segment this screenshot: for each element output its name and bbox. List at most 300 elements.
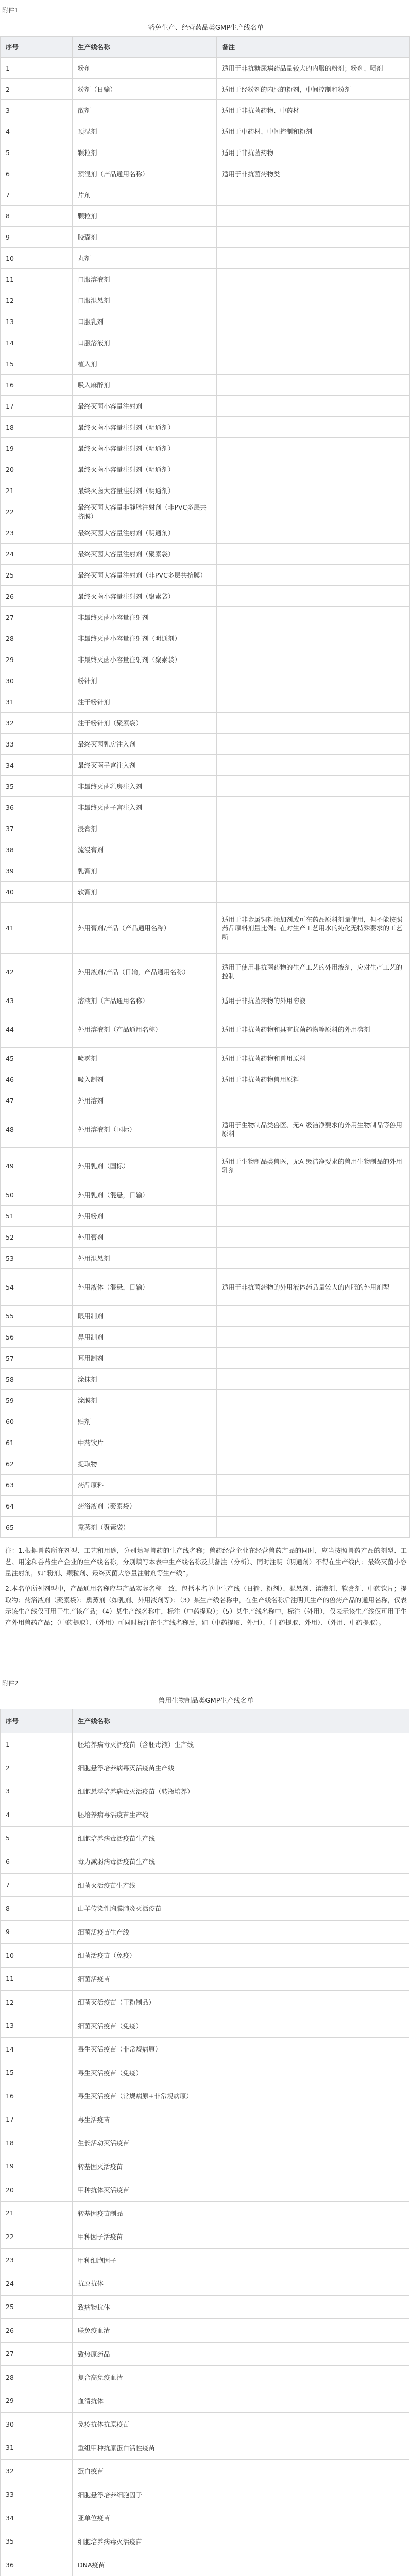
line-name: 重组甲种抗原蛋白活性疫苗 xyxy=(73,2436,409,2460)
table-row xyxy=(1,417,410,438)
table-row xyxy=(1,544,410,565)
remark xyxy=(217,248,410,269)
remark xyxy=(217,818,410,839)
table-row xyxy=(1,2061,409,2084)
table-row xyxy=(1,2413,409,2436)
header-no: 序号 xyxy=(1,1709,73,1733)
remark: 适用于中药材、中间控制和粉剂 xyxy=(217,121,410,142)
remark: 适用于非抗菌药物的外用溶液 xyxy=(217,990,410,1011)
row-number: 20 xyxy=(1,2178,73,2202)
row-number: 16 xyxy=(1,2084,73,2108)
remark xyxy=(217,332,410,353)
table-row xyxy=(1,2389,409,2413)
table-row xyxy=(1,1048,410,1069)
line-name: 甲种细胞因子 xyxy=(73,2248,409,2272)
remark xyxy=(217,860,410,882)
remark xyxy=(217,269,410,290)
table-row xyxy=(1,100,410,121)
table-row xyxy=(1,839,410,860)
line-name: 非最终灭菌小容量注射剂（聚素袋） xyxy=(73,649,217,670)
row-number: 20 xyxy=(1,459,73,480)
row-number: 26 xyxy=(1,586,73,607)
gmp-line-table-2 xyxy=(0,1709,409,2576)
table-row xyxy=(1,2272,409,2296)
table-row xyxy=(1,1873,409,1897)
remark xyxy=(217,480,410,501)
line-name: 药浴液剂（聚素袋） xyxy=(73,1496,217,1517)
line-name: 细菌灭活疫苗（干粉制品） xyxy=(73,1991,409,2014)
remark: 适用于非抗菌药物的外用液体药品量较大的内服的外用剂型 xyxy=(217,1269,410,1306)
table-row xyxy=(1,1920,409,1944)
table-row xyxy=(1,1390,410,1411)
row-number: 21 xyxy=(1,2201,73,2225)
table-row xyxy=(1,1897,409,1921)
line-name: DNA疫苗 xyxy=(73,2553,409,2576)
row-number: 31 xyxy=(1,2436,73,2460)
attachment-2-label: 附件2 xyxy=(2,1680,19,1687)
row-number: 35 xyxy=(1,2530,73,2553)
table-row xyxy=(1,459,410,480)
remark xyxy=(217,670,410,691)
line-name: 外用膏剂/产品（产品通用名称） xyxy=(73,903,217,954)
table-row xyxy=(1,1967,409,1991)
table-row xyxy=(1,1206,410,1227)
table-row xyxy=(1,2295,409,2319)
remark xyxy=(217,1369,410,1390)
row-number: 46 xyxy=(1,1069,73,1090)
row-number: 9 xyxy=(1,1920,73,1944)
table-row xyxy=(1,2436,409,2460)
row-number: 34 xyxy=(1,2506,73,2530)
attachment-1-label: 附件1 xyxy=(2,7,19,14)
table-row xyxy=(1,1991,409,2014)
table-row xyxy=(1,353,410,375)
row-number: 63 xyxy=(1,1475,73,1496)
line-name: 生长活动灭活疫苗 xyxy=(73,2131,409,2155)
remark xyxy=(217,839,410,860)
table-row xyxy=(1,2038,409,2061)
line-name: 眼用制剂 xyxy=(73,1306,217,1327)
line-name: 涂膜剂 xyxy=(73,1390,217,1411)
header-line-name: 生产线名称 xyxy=(73,37,217,58)
remark xyxy=(217,607,410,628)
remark: 适用于非抗菌药物和兽用原料 xyxy=(217,1048,410,1069)
table-row xyxy=(1,438,410,459)
line-name: 胶囊剂 xyxy=(73,227,217,248)
table-row xyxy=(1,2108,409,2131)
line-name: 溶液剂（产品通用名称） xyxy=(73,990,217,1011)
line-name: 最终灭菌小容量注射剂（明通剂） xyxy=(73,459,217,480)
row-number: 24 xyxy=(1,2272,73,2296)
remark xyxy=(217,544,410,565)
row-number: 14 xyxy=(1,332,73,353)
row-number: 48 xyxy=(1,1111,73,1148)
line-name: 细胞悬浮培养病毒灭活疫苗（转瓶培养） xyxy=(73,1780,409,1803)
row-number: 2 xyxy=(1,79,73,100)
row-number: 54 xyxy=(1,1269,73,1306)
table-row xyxy=(1,1348,410,1369)
row-number: 59 xyxy=(1,1390,73,1411)
line-name: 吸入麻醉剂 xyxy=(73,375,217,396)
line-name: 最终灭菌子宫注入剂 xyxy=(73,755,217,776)
row-number: 36 xyxy=(1,797,73,818)
row-number: 27 xyxy=(1,607,73,628)
remark xyxy=(217,522,410,544)
table-row xyxy=(1,860,410,882)
table-row xyxy=(1,1733,409,1756)
line-name: 外用溶液剂（国标） xyxy=(73,1111,217,1148)
table-row xyxy=(1,691,410,713)
line-name: 粉剂 xyxy=(73,58,217,79)
table-row xyxy=(1,1327,410,1348)
table-row xyxy=(1,565,410,586)
line-name: 细菌灭活疫苗（免疫） xyxy=(73,2014,409,2038)
row-number: 33 xyxy=(1,2483,73,2506)
remark xyxy=(217,586,410,607)
row-number: 41 xyxy=(1,903,73,954)
line-name: 甲种因子活疫苗 xyxy=(73,2225,409,2249)
table-row xyxy=(1,649,410,670)
line-name: 亚单位疫苗 xyxy=(73,2506,409,2530)
row-number: 1 xyxy=(1,58,73,79)
row-number: 55 xyxy=(1,1306,73,1327)
remark xyxy=(217,649,410,670)
line-name: 预混剂 xyxy=(73,121,217,142)
remark xyxy=(217,1517,410,1538)
row-number: 56 xyxy=(1,1327,73,1348)
table-row xyxy=(1,2201,409,2225)
table-row xyxy=(1,501,410,522)
row-number: 52 xyxy=(1,1227,73,1248)
table-row xyxy=(1,2319,409,2343)
line-name: 最终灭菌小容量注射剂（明通剂） xyxy=(73,417,217,438)
line-name: 非最终灭菌子宫注入剂 xyxy=(73,797,217,818)
line-name: 细菌活疫苗生产线 xyxy=(73,1920,409,1944)
row-number: 12 xyxy=(1,290,73,311)
table-row xyxy=(1,1248,410,1269)
line-name: 甲种抗体灭活疫苗 xyxy=(73,2178,409,2202)
row-number: 5 xyxy=(1,142,73,163)
line-name: 毒生灭活疫苗（常规病原+非常规病原） xyxy=(73,2084,409,2108)
table-row xyxy=(1,1756,409,1780)
table-row xyxy=(1,522,410,544)
table-row xyxy=(1,628,410,649)
line-name: 软膏剂 xyxy=(73,882,217,903)
remark xyxy=(217,1227,410,1248)
table-2-body xyxy=(1,1733,409,2576)
line-name: 吸入制剂 xyxy=(73,1069,217,1090)
table-2-header-row xyxy=(1,1709,409,1733)
header-no: 序号 xyxy=(1,37,73,58)
line-name: 熏蒸剂（聚素袋） xyxy=(73,1517,217,1538)
remark xyxy=(217,691,410,713)
remark xyxy=(217,1090,410,1111)
line-name: 毒生活疫苗 xyxy=(73,2108,409,2131)
line-name: 胚培养病毒灭活疫苗（含胚毒液）生产线 xyxy=(73,1733,409,1756)
row-number: 10 xyxy=(1,248,73,269)
table-row xyxy=(1,1184,410,1206)
line-name: 转基因疫苗制品 xyxy=(73,2201,409,2225)
row-number: 1 xyxy=(1,1733,73,1756)
table-row xyxy=(1,903,410,954)
table-row xyxy=(1,1850,409,1874)
line-name: 细胞悬浮培养细胞因子 xyxy=(73,2483,409,2506)
table-row xyxy=(1,607,410,628)
header-remark: 备注 xyxy=(217,37,410,58)
line-name: 浸膏剂 xyxy=(73,818,217,839)
remark xyxy=(217,417,410,438)
row-number: 47 xyxy=(1,1090,73,1111)
line-name: 转基因灭活疫苗 xyxy=(73,2155,409,2178)
line-name: 致热原药品 xyxy=(73,2342,409,2366)
line-name: 中药饮片 xyxy=(73,1432,217,1453)
row-number: 49 xyxy=(1,1148,73,1184)
row-number: 22 xyxy=(1,2225,73,2249)
row-number: 13 xyxy=(1,2014,73,2038)
table-row xyxy=(1,1069,410,1090)
remark xyxy=(217,353,410,375)
table-row xyxy=(1,2366,409,2389)
line-name: 片剂 xyxy=(73,184,217,206)
table-row xyxy=(1,1432,410,1453)
table-row xyxy=(1,1306,410,1327)
remark: 适用于非抗糖尿病药品量较大的内服的粉剂；粉剂、喷剂 xyxy=(217,58,410,79)
row-number: 24 xyxy=(1,544,73,565)
line-name: 细胞培养病毒活疫苗生产线 xyxy=(73,1826,409,1850)
row-number: 64 xyxy=(1,1496,73,1517)
row-number: 3 xyxy=(1,1780,73,1803)
remark xyxy=(217,882,410,903)
table-row xyxy=(1,882,410,903)
table-row xyxy=(1,2131,409,2155)
line-name: 毒生灭活疫苗（免疫） xyxy=(73,2061,409,2084)
row-number: 26 xyxy=(1,2319,73,2343)
header-line-name: 生产线名称 xyxy=(73,1709,409,1733)
row-number: 25 xyxy=(1,565,73,586)
line-name: 外用乳剂（混悬，日输） xyxy=(73,1184,217,1206)
line-name: 细胞悬浮培养病毒灭活疫苗生产线 xyxy=(73,1756,409,1780)
line-name: 联免疫血清 xyxy=(73,2319,409,2343)
row-number: 32 xyxy=(1,2460,73,2483)
table-row xyxy=(1,586,410,607)
line-name: 乳膏剂 xyxy=(73,860,217,882)
table-row xyxy=(1,2506,409,2530)
line-name: 预混剂（产品通用名称） xyxy=(73,163,217,184)
line-name: 抗原抗体 xyxy=(73,2272,409,2296)
table-1-header-row xyxy=(1,37,410,58)
line-name: 口服溶液剂 xyxy=(73,269,217,290)
row-number: 27 xyxy=(1,2342,73,2366)
row-number: 57 xyxy=(1,1348,73,1369)
table-row xyxy=(1,1944,409,1968)
line-name: 植入剂 xyxy=(73,353,217,375)
table-1-notes xyxy=(0,1538,412,1642)
row-number: 50 xyxy=(1,1184,73,1206)
table-row xyxy=(1,1780,409,1803)
line-name: 蛋白疫苗 xyxy=(73,2460,409,2483)
row-number: 37 xyxy=(1,818,73,839)
table-row xyxy=(1,1411,410,1432)
table-row xyxy=(1,1826,409,1850)
table-row xyxy=(1,2014,409,2038)
remark xyxy=(217,797,410,818)
table-row xyxy=(1,1369,410,1390)
table-row xyxy=(1,269,410,290)
row-number: 42 xyxy=(1,954,73,990)
table-row xyxy=(1,954,410,990)
table-row xyxy=(1,311,410,332)
table-row xyxy=(1,776,410,797)
line-name: 毒力减弱病毒活疫苗生产线 xyxy=(73,1850,409,1874)
remark xyxy=(217,375,410,396)
row-number: 4 xyxy=(1,1803,73,1827)
line-name: 最终灭菌大容量注射剂（非PVC多层共挤膜） xyxy=(73,565,217,586)
remark xyxy=(217,1248,410,1269)
remark: 适用于非抗菌药物 xyxy=(217,142,410,163)
row-number: 13 xyxy=(1,311,73,332)
line-name: 粉针剂 xyxy=(73,670,217,691)
row-number: 11 xyxy=(1,1967,73,1991)
remark xyxy=(217,713,410,734)
note-paragraph: 注：1.根据兽药所在剂型、工艺和用途，分别填写兽药的生产线名称；兽药经营企业在经营兽药产品的同时，应当按照兽药产品的剂型、工艺、用途和兽药生产企业的生产线名称，分别填写本表中生产线名称及其备注（分析）、同时注明（明通剂）不得在生产线内；最终灭菌小容量注射剂，如“粉剂、颗粒剂、最终灭菌大容量注射剂等生产线”。 xyxy=(5,1547,407,1577)
line-name: 胚培养病毒活疫苗生产线 xyxy=(73,1803,409,1827)
line-name: 细胞培养病毒灭活疫苗 xyxy=(73,2530,409,2553)
table-row xyxy=(1,1803,409,1827)
remark: 适用于生物制品类兽医、无A 级洁净要求的外用生物制品等兽用原料 xyxy=(217,1111,410,1148)
line-name: 颗粒剂 xyxy=(73,206,217,227)
remark xyxy=(217,1206,410,1227)
row-number: 39 xyxy=(1,860,73,882)
remark xyxy=(217,1411,410,1432)
remark xyxy=(217,565,410,586)
table-row xyxy=(1,1148,410,1184)
remark xyxy=(217,1184,410,1206)
table-row xyxy=(1,1475,410,1496)
row-number: 15 xyxy=(1,2061,73,2084)
row-number: 6 xyxy=(1,163,73,184)
remark xyxy=(217,311,410,332)
remark xyxy=(217,628,410,649)
row-number: 22 xyxy=(1,501,73,522)
line-name: 耳用制剂 xyxy=(73,1348,217,1369)
row-number: 7 xyxy=(1,1873,73,1897)
row-number: 44 xyxy=(1,1011,73,1048)
remark xyxy=(217,396,410,417)
remark: 适用于非抗菌药物类 xyxy=(217,163,410,184)
row-number: 12 xyxy=(1,1991,73,2014)
line-name: 涂抹剂 xyxy=(73,1369,217,1390)
row-number: 30 xyxy=(1,2413,73,2436)
table-row xyxy=(1,227,410,248)
row-number: 15 xyxy=(1,353,73,375)
line-name: 外用粉剂 xyxy=(73,1206,217,1227)
remark xyxy=(217,227,410,248)
remark xyxy=(217,776,410,797)
table-row xyxy=(1,1227,410,1248)
remark xyxy=(217,1390,410,1411)
table-row xyxy=(1,1517,410,1538)
remark: 适用于非金属饲料添加剂或可在药品原料剂量使用，但不能按照药品原料剂量比例；在对生产工艺用水的纯化无特殊要求的工艺所 xyxy=(217,903,410,954)
row-number: 17 xyxy=(1,396,73,417)
line-name: 非最终灭菌小容量注射剂（明通剂） xyxy=(73,628,217,649)
row-number: 34 xyxy=(1,755,73,776)
remark: 适用于非抗菌药物、中药材 xyxy=(217,100,410,121)
line-name: 丸剂 xyxy=(73,248,217,269)
row-number: 19 xyxy=(1,438,73,459)
table-row xyxy=(1,713,410,734)
table-row xyxy=(1,396,410,417)
row-number: 11 xyxy=(1,269,73,290)
table-row xyxy=(1,184,410,206)
table-row xyxy=(1,818,410,839)
attachment-2-caption: 兽用生物制品类GMP生产线名单 xyxy=(158,1697,254,1705)
table-row xyxy=(1,2530,409,2553)
table-1-body xyxy=(1,58,410,1538)
line-name: 外用液体（混悬，日输） xyxy=(73,1269,217,1306)
row-number: 36 xyxy=(1,2553,73,2576)
line-name: 最终灭菌大容量注射剂（聚素袋） xyxy=(73,544,217,565)
section-gap xyxy=(0,1642,412,1673)
remark xyxy=(217,755,410,776)
remark: 适用于生物制品类兽医，无A 级洁净要求的兽用生物制品的外用乳剂 xyxy=(217,1148,410,1184)
table-row xyxy=(1,1111,410,1148)
table-row xyxy=(1,480,410,501)
row-number: 23 xyxy=(1,2248,73,2272)
row-number: 8 xyxy=(1,1897,73,1921)
table-row xyxy=(1,1269,410,1306)
table-row xyxy=(1,58,410,79)
row-number: 53 xyxy=(1,1248,73,1269)
line-name: 细菌活疫苗 xyxy=(73,1967,409,1991)
row-number: 18 xyxy=(1,2131,73,2155)
remark: 适用于使用非抗菌药物的生产工艺的外用液剂，应对生产工艺的控制 xyxy=(217,954,410,990)
table-row xyxy=(1,2342,409,2366)
row-number: 25 xyxy=(1,2295,73,2319)
row-number: 60 xyxy=(1,1411,73,1432)
table-row xyxy=(1,797,410,818)
row-number: 23 xyxy=(1,522,73,544)
remark xyxy=(217,1327,410,1348)
line-name: 贴剂 xyxy=(73,1411,217,1432)
table-row xyxy=(1,1496,410,1517)
row-number: 65 xyxy=(1,1517,73,1538)
line-name: 免疫抗体抗原疫苗 xyxy=(73,2413,409,2436)
row-number: 32 xyxy=(1,713,73,734)
row-number: 45 xyxy=(1,1048,73,1069)
table-row xyxy=(1,734,410,755)
table-row xyxy=(1,2460,409,2483)
attachment-1-caption: 豁免生产、经营药品类GMP生产线名单 xyxy=(148,24,264,32)
line-name: 最终灭菌小容量注射剂（明通剂） xyxy=(73,438,217,459)
table-row xyxy=(1,142,410,163)
row-number: 61 xyxy=(1,1432,73,1453)
row-number: 2 xyxy=(1,1756,73,1780)
line-name: 外用混悬剂 xyxy=(73,1248,217,1269)
table-row xyxy=(1,2225,409,2249)
line-name: 最终灭菌大容量注射剂（明通剂） xyxy=(73,480,217,501)
row-number: 30 xyxy=(1,670,73,691)
remark xyxy=(217,501,410,522)
remark xyxy=(217,1306,410,1327)
line-name: 提取物 xyxy=(73,1453,217,1475)
line-name: 细菌活疫苗（免疫） xyxy=(73,1944,409,1968)
line-name: 喷雾剂 xyxy=(73,1048,217,1069)
table-row xyxy=(1,2248,409,2272)
row-number: 62 xyxy=(1,1453,73,1475)
table-row xyxy=(1,290,410,311)
row-number: 58 xyxy=(1,1369,73,1390)
line-name: 山羊传染性胸膜肺炎灭活疫苗 xyxy=(73,1897,409,1921)
